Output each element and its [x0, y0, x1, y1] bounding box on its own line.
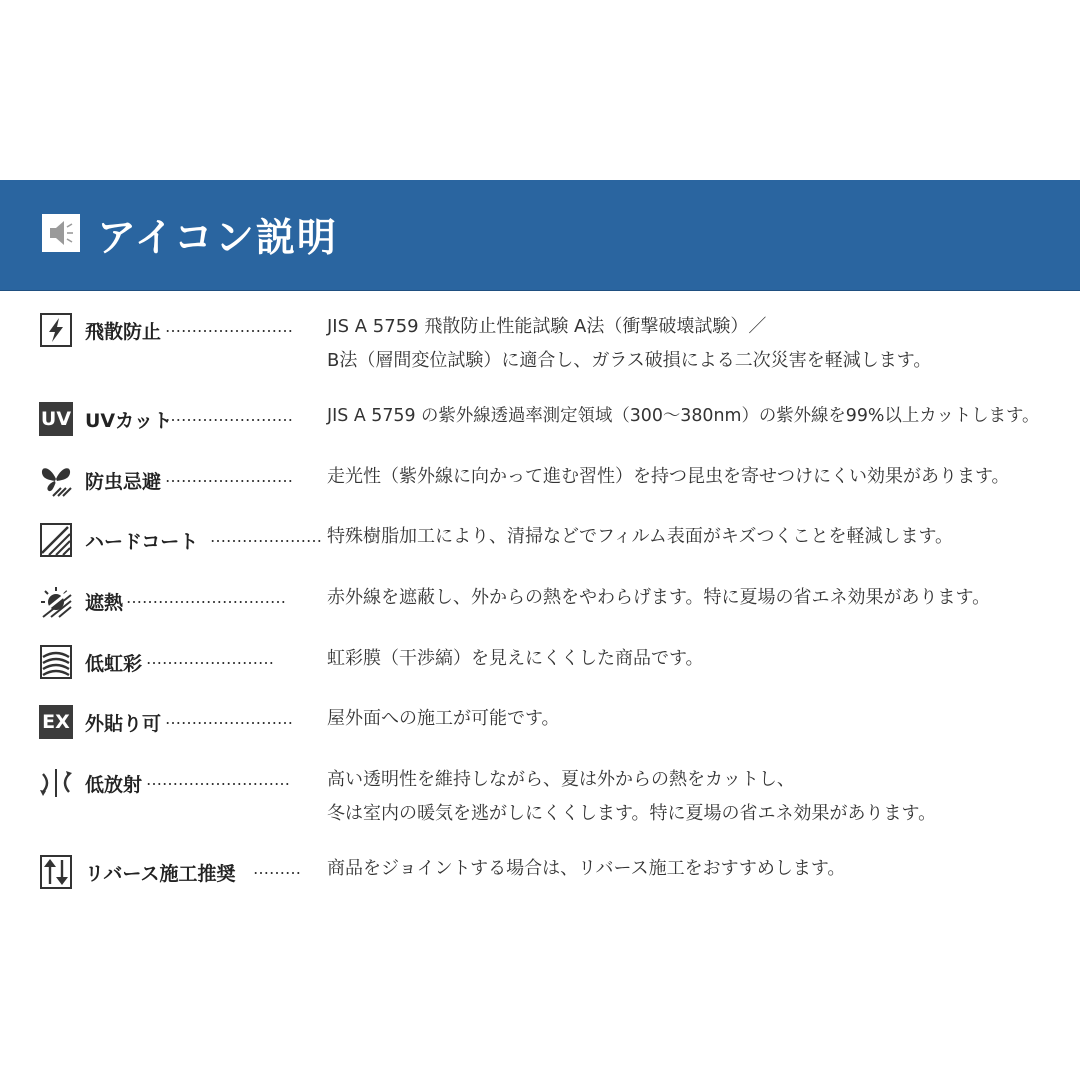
row-label: 遮熱	[85, 592, 124, 614]
description-line: 商品をジョイントする場合は、リバース施工をおすすめします。	[327, 858, 846, 879]
row-label: 防虫忌避	[85, 471, 162, 493]
description-line: 屋外面への施工が可能です。	[327, 708, 560, 729]
dotted-leader: ……………………	[146, 649, 274, 668]
row-description	[327, 520, 953, 554]
row-description	[327, 310, 931, 378]
row-description	[327, 763, 936, 831]
row-description	[327, 852, 845, 886]
description-line: 特殊樹脂加工により、清掃などでフィルム表面がキズつくことを軽減します。	[327, 526, 954, 547]
row-description	[327, 399, 1039, 433]
row-description	[327, 581, 990, 615]
dotted-leader: ………	[253, 859, 301, 878]
dotted-leader: …………………………	[126, 588, 286, 607]
description-line: JIS A 5759 飛散防止性能試験 A法（衝撃破壊試験）／	[327, 316, 767, 337]
description-line: 走光性（紫外線に向かって進む習性）を持つ昆虫を寄せつけにくい効果があります。	[327, 466, 1010, 487]
row-label: 低虹彩	[85, 653, 143, 675]
lightning-icon	[39, 313, 73, 347]
row-label: UVカット	[85, 410, 172, 432]
page-title: アイコン説明	[97, 216, 338, 261]
low-iridescence-icon	[39, 645, 73, 679]
row-description	[327, 642, 704, 676]
dotted-leader: ……………………	[165, 709, 293, 728]
dotted-leader: ……………………	[165, 467, 293, 486]
description-line: JIS A 5759 の紫外線透過率測定領域（300〜380nm）の紫外線を99%以上カットします。	[327, 406, 1040, 426]
dotted-leader: ……………………	[165, 406, 293, 425]
dotted-leader: ……………………	[165, 317, 293, 336]
row-label: ハードコート	[85, 531, 199, 553]
dotted-leader: ………………………	[146, 770, 290, 789]
reverse-arrows-icon	[39, 855, 73, 889]
description-line: 高い透明性を維持しながら、夏は外からの熱をカットし、	[327, 769, 795, 790]
row-label: 飛散防止	[85, 321, 162, 343]
uv-icon: UV	[39, 402, 73, 436]
row-label: 外貼り可	[85, 713, 162, 735]
speaker-icon	[42, 214, 80, 252]
row-label: 低放射	[85, 774, 143, 796]
row-description	[327, 460, 1010, 494]
row-label: リバース施工推奨	[85, 863, 236, 885]
description-line: 赤外線を遮蔽し、外からの熱をやわらげます。特に夏場の省エネ効果があります。	[327, 587, 991, 608]
ex-icon: EX	[39, 705, 73, 739]
hard-coat-icon	[39, 523, 73, 557]
header-bar	[0, 180, 1080, 291]
description-line: B法（層間変位試験）に適合し、ガラス破損による二次災害を軽減します。	[327, 350, 932, 371]
description-line: 冬は室内の暖気を逃がしにくくします。特に夏場の省エネ効果があります。	[327, 803, 937, 824]
description-line: 虹彩膜（干渉縞）を見えにくくした商品です。	[327, 648, 704, 669]
butterfly-icon	[39, 463, 73, 497]
sun-block-icon	[39, 584, 73, 618]
row-description	[327, 702, 560, 736]
dotted-leader: …………………	[210, 527, 322, 546]
low-emissivity-icon	[39, 766, 73, 800]
